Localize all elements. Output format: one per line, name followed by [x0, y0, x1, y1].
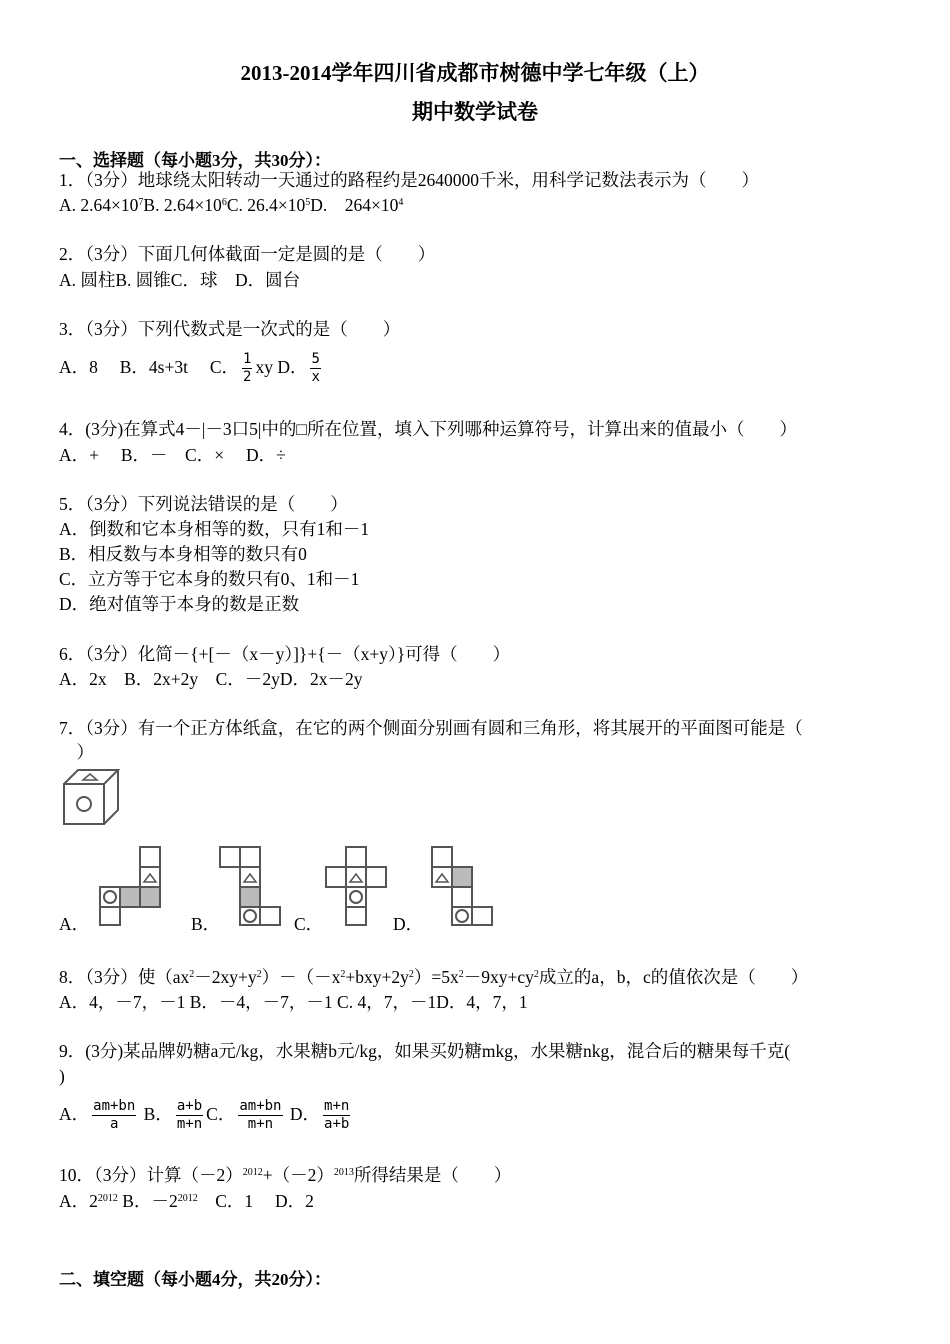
- q7-label-a: A．: [59, 914, 90, 934]
- q5-option-d: D．绝对值等于本身的数是正数: [59, 594, 300, 614]
- q5-option-b: B．相反数与本身相等的数只有0: [59, 544, 307, 564]
- q3-options: A．8 B．4s+3t C． $\frac{1}{2}$ xy D． $\frac{5}{x}$: [59, 351, 320, 386]
- q5-option-a: A．倒数和它本身相等的数，只有1和－1: [59, 519, 370, 539]
- q9-options: A． $\frac{am+bn}{a}$ B． $\frac{a+b}{m+n}$ C． $\frac{am+bn}{m+n}$ D． $\frac{m+n}{a+b}$: [59, 1098, 350, 1133]
- q4-stem: 4．(3分)在算式4－|－3口5|中的□所在位置，填入下列哪种运算符号，计算出来的值最小（ ）: [59, 419, 797, 439]
- section-1-heading: 一、选择题（每小题3分，共30分）：: [59, 151, 331, 170]
- net-option-d: [430, 845, 500, 927]
- q9-stem-line2: ): [59, 1066, 65, 1086]
- q7-stem-line2: ）: [59, 742, 94, 762]
- q5-stem: 5．（3分）下列说法错误的是（ ）: [59, 494, 348, 514]
- q1-option-b: B. $2.64\times 10^6$: [143, 195, 227, 215]
- net-option-c: [324, 845, 394, 927]
- q7-label-c: C．: [294, 914, 324, 934]
- net-option-b: [218, 845, 288, 927]
- q10-stem: 10．（3分）计算$(-2)^{2012}+(-2)^{2013}$所得结果是（ ）: [59, 1165, 512, 1185]
- q8-stem: 8．（3分）使$(ax^2-2xy+y^2)-(-x^2+bxy+2y^2)=5x^2-9xy+cy^2$成立的a，b，c的值依次是（ ）: [59, 967, 809, 987]
- q9-fraction-a: $\frac{am+bn}{a}$: [93, 1098, 136, 1133]
- q3-fraction-c: $\frac{1}{2}$: [243, 351, 252, 386]
- q1-option-c: C. $26.4\times 10^5$: [226, 195, 311, 215]
- exam-title-line2: 期中数学试卷: [412, 100, 538, 124]
- q1-options: [59, 194, 403, 216]
- q8-options: A．4，－7，－1 B．－4，－7，－1 C. 4，7，－1D．4，7，1: [59, 992, 528, 1012]
- q7-stem-line1: 7．（3分）有一个正方体纸盒，在它的两个侧面分别画有圆和三角形，将其展开的平面图可能是（: [59, 718, 803, 738]
- q7-label-d: D．: [393, 914, 424, 934]
- q10-options: A．$2^{2012}$ B．$-2^{2012}$ C．1 D．2: [59, 1191, 314, 1211]
- net-option-a: [98, 845, 168, 927]
- q2-options: A. 圆柱B. 圆锥C．球 D．圆台: [59, 270, 301, 290]
- q9-fraction-d: $\frac{m+n}{a+b}$: [324, 1098, 350, 1133]
- q9-stem-line1: 9．(3分)某品牌奶糖a元/kg，水果糖b元/kg，如果买奶糖mkg，水果糖nkg，混合后的糖果每千克(: [59, 1041, 791, 1061]
- exam-title-line1: 2013-2014学年四川省成都市树德中学七年级（上）: [240, 61, 710, 85]
- q9-fraction-c: $\frac{am+bn}{m+n}$: [239, 1098, 282, 1133]
- q4-options: A．+ B．－ C．× D．÷: [59, 445, 286, 465]
- q5-option-c: C．立方等于它本身的数只有0、1和－1: [59, 569, 360, 589]
- q3-fraction-d: $\frac{5}{x}$: [311, 351, 320, 386]
- cube-figure: [62, 768, 124, 828]
- q6-stem: 6．（3分）化简－{+[－（x－y）]}+{－（x+y）}可得（ ）: [59, 644, 511, 664]
- q7-label-b: B．: [191, 914, 221, 934]
- q1-option-d: D. $264\times 10^4$: [310, 195, 404, 215]
- q3-stem: 3．（3分）下列代数式是一次式的是（ ）: [59, 319, 401, 339]
- q9-fraction-b: $\frac{a+b}{m+n}$: [176, 1098, 203, 1133]
- q1-stem: 1．（3分）地球绕太阳转动一天通过的路程约是2640000千米，用科学记数法表示为（ ）: [59, 170, 759, 190]
- q2-stem: 2．（3分）下面几何体截面一定是圆的是（ ）: [59, 244, 436, 264]
- q1-option-a: A. $2.64\times 10^7$: [59, 195, 144, 215]
- q6-options: A．2x B．2x+2y C．－2yD．2x－2y: [59, 669, 363, 689]
- section-2-heading: 二、填空题（每小题4分，共20分）：: [59, 1270, 331, 1289]
